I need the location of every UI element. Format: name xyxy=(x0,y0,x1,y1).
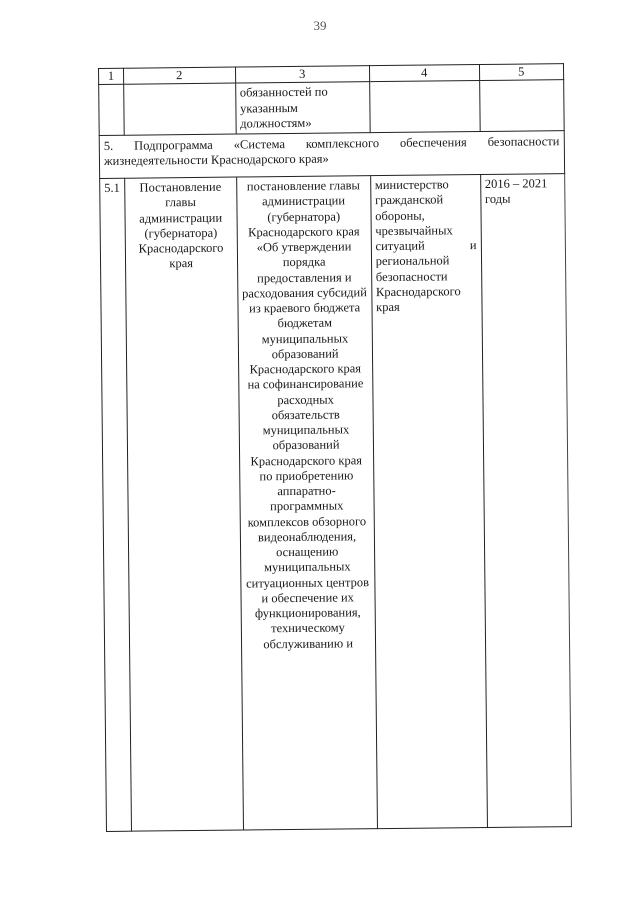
cont-cell-1 xyxy=(99,84,124,135)
row-number: 5.1 xyxy=(100,178,131,831)
document-type-cell: Постановление главы администрации (губернатора) Краснодарского края xyxy=(124,177,243,831)
header-cell-5: 5 xyxy=(479,64,563,81)
document-title-cell: постановление главы администрации (губернатора) Краснодарского края «Об утверждении порядка предоставления и расходования субсидий из краевого бюджета бюджетам муниципальных образований Краснодарского края на софинансирование расходных обязательств муниципальных образований Краснодарского края по приобретению аппаратно-программных комплексов обзорного видеонаблюдения, оснащению муниципальных ситуационных центров и обеспечение их функционирования, техническому обслуживанию и xyxy=(236,176,377,830)
responsible-cell: министерство гражданской обороны, чрезвычайных ситуаций и региональной безопасности Краснодарского края xyxy=(370,175,487,829)
document-table xyxy=(98,63,572,832)
header-cell-2: 2 xyxy=(123,67,235,84)
continuation-row xyxy=(99,80,564,136)
section-row xyxy=(99,131,564,179)
header-cell-3: 3 xyxy=(235,66,369,84)
cont-cell-4 xyxy=(369,81,480,133)
cont-cell-2 xyxy=(123,83,236,135)
cont-cell-5 xyxy=(479,80,564,132)
page-number: 39 xyxy=(313,18,327,33)
table-row xyxy=(100,174,571,832)
header-cell-1: 1 xyxy=(99,68,124,85)
section-title: 5. Подпрограмма «Система комплексного обеспечения безопасности жизнедеятельности Краснодарского края» xyxy=(99,131,564,179)
cont-cell-3: обязанностей по указанным должностям» xyxy=(235,82,370,134)
period-cell: 2016 – 2021 годы xyxy=(480,174,571,828)
header-cell-4: 4 xyxy=(369,65,479,82)
